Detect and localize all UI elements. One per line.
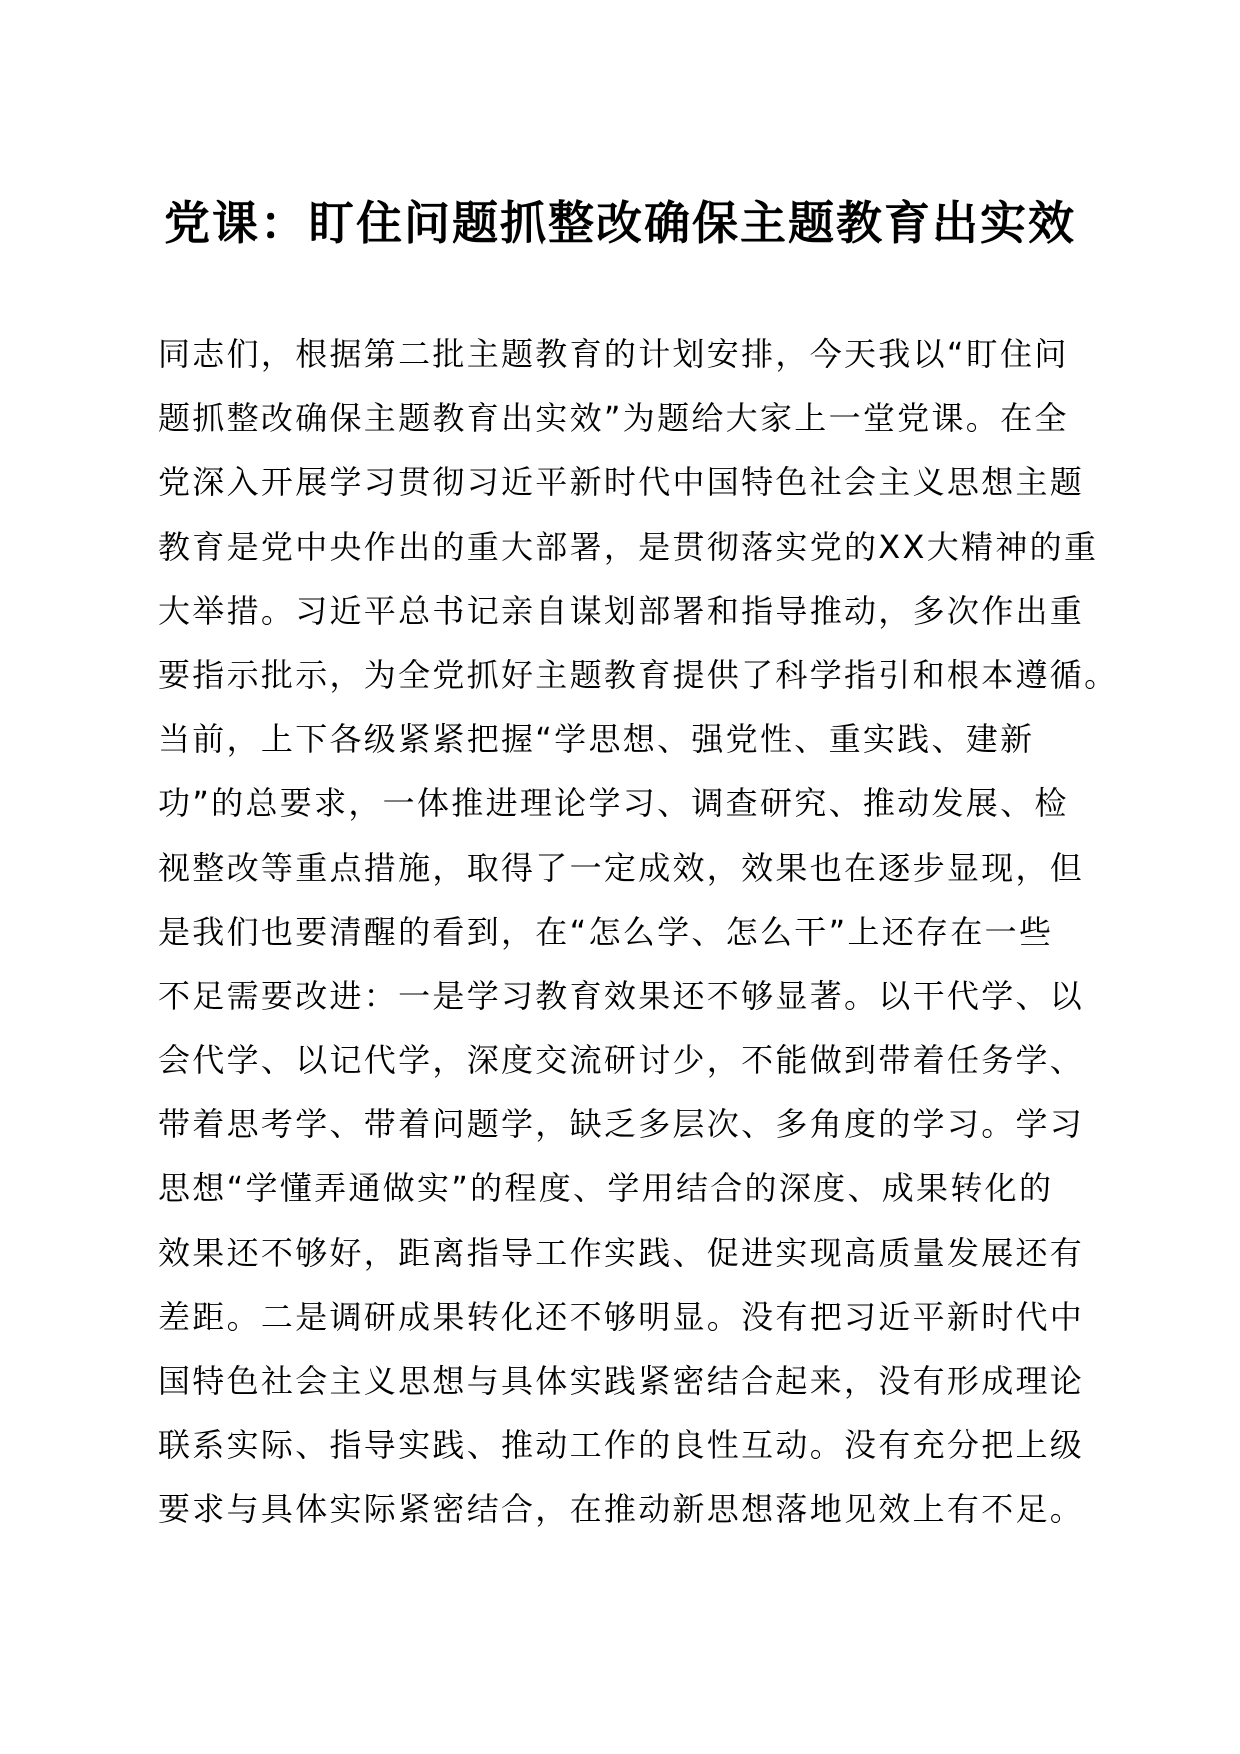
body-line-1: 同志们，根据第二批主题教育的计划安排，今天我以“盯住问 [158,335,1069,373]
body-line-10: 是我们也要清醒的看到，在“怎么学、怎么干”上还存在一些 [158,912,1054,951]
body-line-3: 党深入开展学习贯彻习近平新时代中国特色社会主义思想主题 [158,463,1085,502]
body-line-7: 当前，上下各级紧紧把握“学思想、强党性、重实践、建新 [158,720,1035,759]
body-line-12: 会代学、以记代学，深度交流研讨少，不能做到带着任务学、 [158,1041,1085,1080]
body-line-18: 联系实际、指导实践、推动工作的良性互动。没有充分把上级 [158,1426,1085,1465]
document-title: 党课：盯住问题抓整改确保主题教育出实效 [164,196,1076,250]
body-line-11: 不足需要改进：一是学习教育效果还不够显著。以干代学、以 [158,976,1085,1015]
document-body [158,322,1119,1542]
body-line-9: 视整改等重点措施，取得了一定成效，效果也在逐步显现，但 [158,848,1085,887]
body-line-4: 教育是党中央作出的重大部署，是贯彻落实党的XX大精神的重 [158,527,1099,566]
body-line-6: 要指示批示，为全党抓好主题教育提供了科学指引和根本遵循。 [158,655,1119,694]
body-line-2: 题抓整改确保主题教育出实效”为题给大家上一堂党课。在全 [158,399,1069,438]
body-line-14: 思想“学懂弄通做实”的程度、学用结合的深度、成果转化的 [158,1169,1054,1208]
body-line-8: 功”的总要求，一体推进理论学习、调查研究、推动发展、检 [158,784,1069,823]
body-line-15: 效果还不够好，距离指导工作实践、促进实现高质量发展还有 [158,1233,1085,1272]
body-line-16: 差距。二是调研成果转化还不够明显。没有把习近平新时代中 [158,1297,1085,1336]
body-line-17: 国特色社会主义思想与具体实践紧密结合起来，没有形成理论 [158,1362,1085,1400]
body-line-13: 带着思考学、带着问题学，缺乏多层次、多角度的学习。学习 [158,1105,1085,1144]
body-line-5: 大举措。习近平总书记亲自谋划部署和指导推动，多次作出重 [158,591,1085,630]
body-line-19: 要求与具体实际紧密结合，在推动新思想落地见效上有不足。 [158,1490,1085,1529]
